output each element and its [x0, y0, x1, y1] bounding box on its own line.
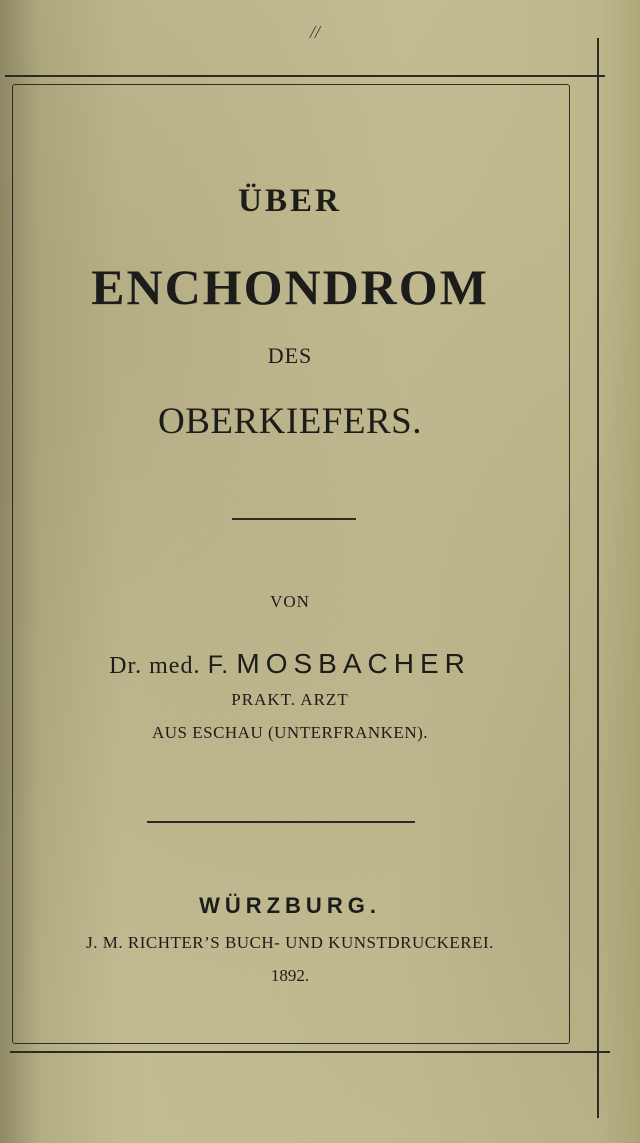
imprint-city: WÜRZBURG. — [199, 893, 381, 918]
handwritten-mark: // — [310, 22, 321, 42]
outer-rule-top — [5, 75, 605, 77]
author-surname: MOSBACHER — [236, 648, 471, 679]
outer-rule-bottom — [10, 1051, 610, 1053]
author-initial: F. — [207, 651, 230, 679]
imprint-publisher: J. M. RICHTER’S BUCH- UND KUNSTDRUCKEREI. — [86, 933, 494, 952]
author-degree: Dr. med. — [109, 653, 201, 679]
title-article: DES — [267, 343, 313, 368]
author-origin: AUS ESCHAU (UNTERFRANKEN). — [151, 723, 429, 742]
author-line — [12, 648, 568, 680]
divider-rule-lower — [147, 821, 415, 823]
imprint-year: 1892. — [270, 966, 310, 985]
title-preposition: ÜBER — [238, 183, 342, 219]
main-title: ENCHONDROM — [91, 259, 489, 315]
title-subject: OBERKIEFERS. — [157, 401, 422, 442]
author-profession: PRAKT. ARZT — [231, 690, 349, 709]
by-label: VON — [270, 592, 310, 611]
outer-rule-right — [597, 38, 599, 1118]
divider-rule-upper — [232, 518, 356, 520]
